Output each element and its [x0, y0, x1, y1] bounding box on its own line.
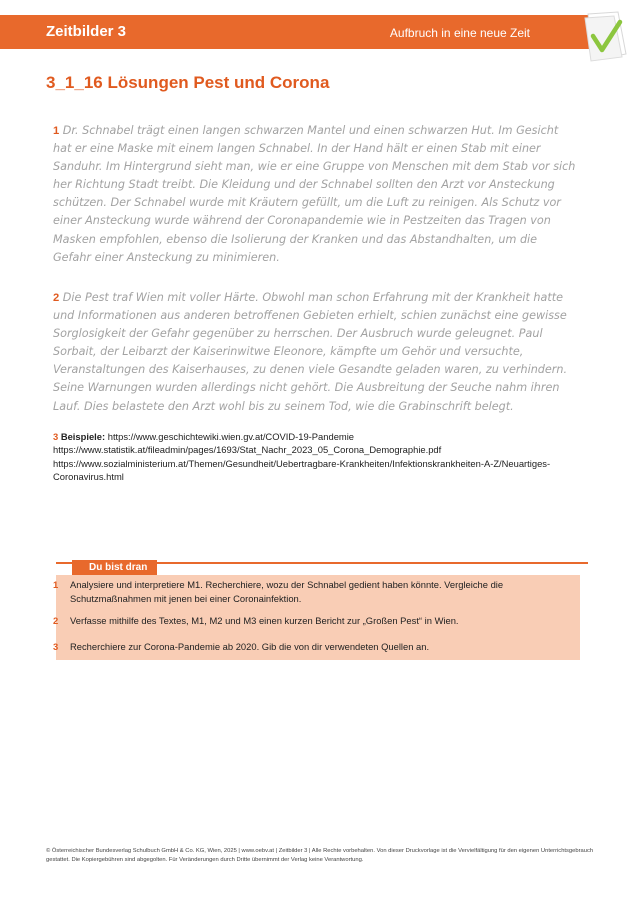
task-text: Analysiere und interpretiere M1. Recherchiere, wozu der Schnabel gedient haben könnte. Vergleiche die Schutzmaßnahmen mit jenen bei einer Coronainfektion.: [70, 579, 504, 604]
answer-2-text: Die Pest traf Wien mit voller Härte. Obwohl man schon Erfahrung mit der Krankheit hatte und Informationen aus anderen betroffenen Gebieten erhielt, schien zunächst eine gewisse Sorglosigkeit der Gefahr gegenüber zu herrschen. Der Ausbruch wurde geleugnet. Paul Sorbait, der Leibarzt der Kaiserinwitwe Eleonore, kämpfte um Gehör und versuchte, Veranstaltungen des Kaiserhauses, zu denen viele Gesandte geladen waren, zu verhindern. Seine Warnungen wurden allerdings nicht gehört. Die Ausbreitung der Seuche nahm ihren Lauf. Dies belastete den Arzt wohl bis zu seinem Tod, wie die Grabinschrift belegt.: [53, 291, 568, 413]
examples-label: Beispiele:: [60, 431, 106, 442]
answer-2-number: 2: [53, 292, 60, 304]
answer-1-number: 1: [53, 125, 60, 137]
answer-1: [53, 122, 578, 267]
example-link-3[interactable]: https://www.sozialministerium.at/Themen/Gesundheit/Uebertragbare-Krankheiten/Infektionskrankheiten-A-Z/Neuartiges-Coronavirus.html: [53, 457, 551, 483]
answer-1-text: Dr. Schnabel trägt einen langen schwarzen Mantel und einen schwarzen Hut. Im Gesicht hat er eine Maske mit einem langen Schnabel. In der Hand hält er einen Stab mit einer Sanduhr. Im Hintergrund sieht man, wie er eine Gruppe von Menschen mit dem Stab vor sich her Richtung Stadt treibt. Die Kleidung und der Schnabel sollten den Arzt vor Ansteckung schützen. Der Schnabel wurde mit Kräutern gefüllt, um die Luft zu reinigen. Als Schutz vor einer Ansteckung wurde während der Coronapandemie wie in Pestzeiten das Tragen von Masken empfohlen, ebenso die Isolierung der Kranken und das Abstandhalten, um die Gefahr einer Ansteckung zu minimieren.: [53, 124, 576, 264]
task-number: 2: [53, 615, 59, 626]
page-title: 3_1_16 Lösungen Pest und Corona: [46, 73, 330, 92]
example-link-1[interactable]: https://www.geschichtewiki.wien.gv.at/COVID-19-Pandemie: [107, 431, 355, 442]
copyright-footer: © Österreichischer Bundesverlag Schulbuch GmbH & Co. KG, Wien, 2025 | www.oebv.at | Zeitbilder 3 | Alle Rechte vorbehalten. Von dieser Druckvorlage ist die Vervielfältigung für den eigenen Unterrichtsgebrauch gestattet. Die Kopiergebühren sind abgegolten. Für Veränderungen durch Dritte übernimmt der Verlag keine Verantwortung.: [46, 848, 594, 863]
tasks-box: [53, 575, 580, 660]
answer-2: [53, 289, 578, 416]
header-bar: [0, 15, 592, 49]
task-text: Recherchiere zur Corona-Pandemie ab 2020. Gib die von dir verwendeten Quellen an.: [70, 641, 430, 652]
task-number: 1: [53, 579, 59, 590]
tasks-tab: [72, 560, 157, 576]
task-number: 3: [53, 641, 59, 652]
chapter-subtitle: Aufbruch in eine neue Zeit: [389, 26, 530, 40]
tasks-title: Du bist dran: [89, 562, 148, 573]
answer-3-examples: [53, 430, 578, 484]
check-paper-logo-icon: [580, 10, 630, 62]
example-link-2[interactable]: https://www.statistik.at/fileadmin/pages/1693/Stat_Nachr_2023_05_Corona_Demographie.pdf: [53, 444, 442, 456]
series-title: Zeitbilder 3: [46, 23, 127, 40]
task-text: Verfasse mithilfe des Textes, M1, M2 und M3 einen kurzen Bericht zur „Großen Pest“ in Wien.: [70, 615, 459, 626]
answer-3-number: 3: [53, 431, 59, 442]
